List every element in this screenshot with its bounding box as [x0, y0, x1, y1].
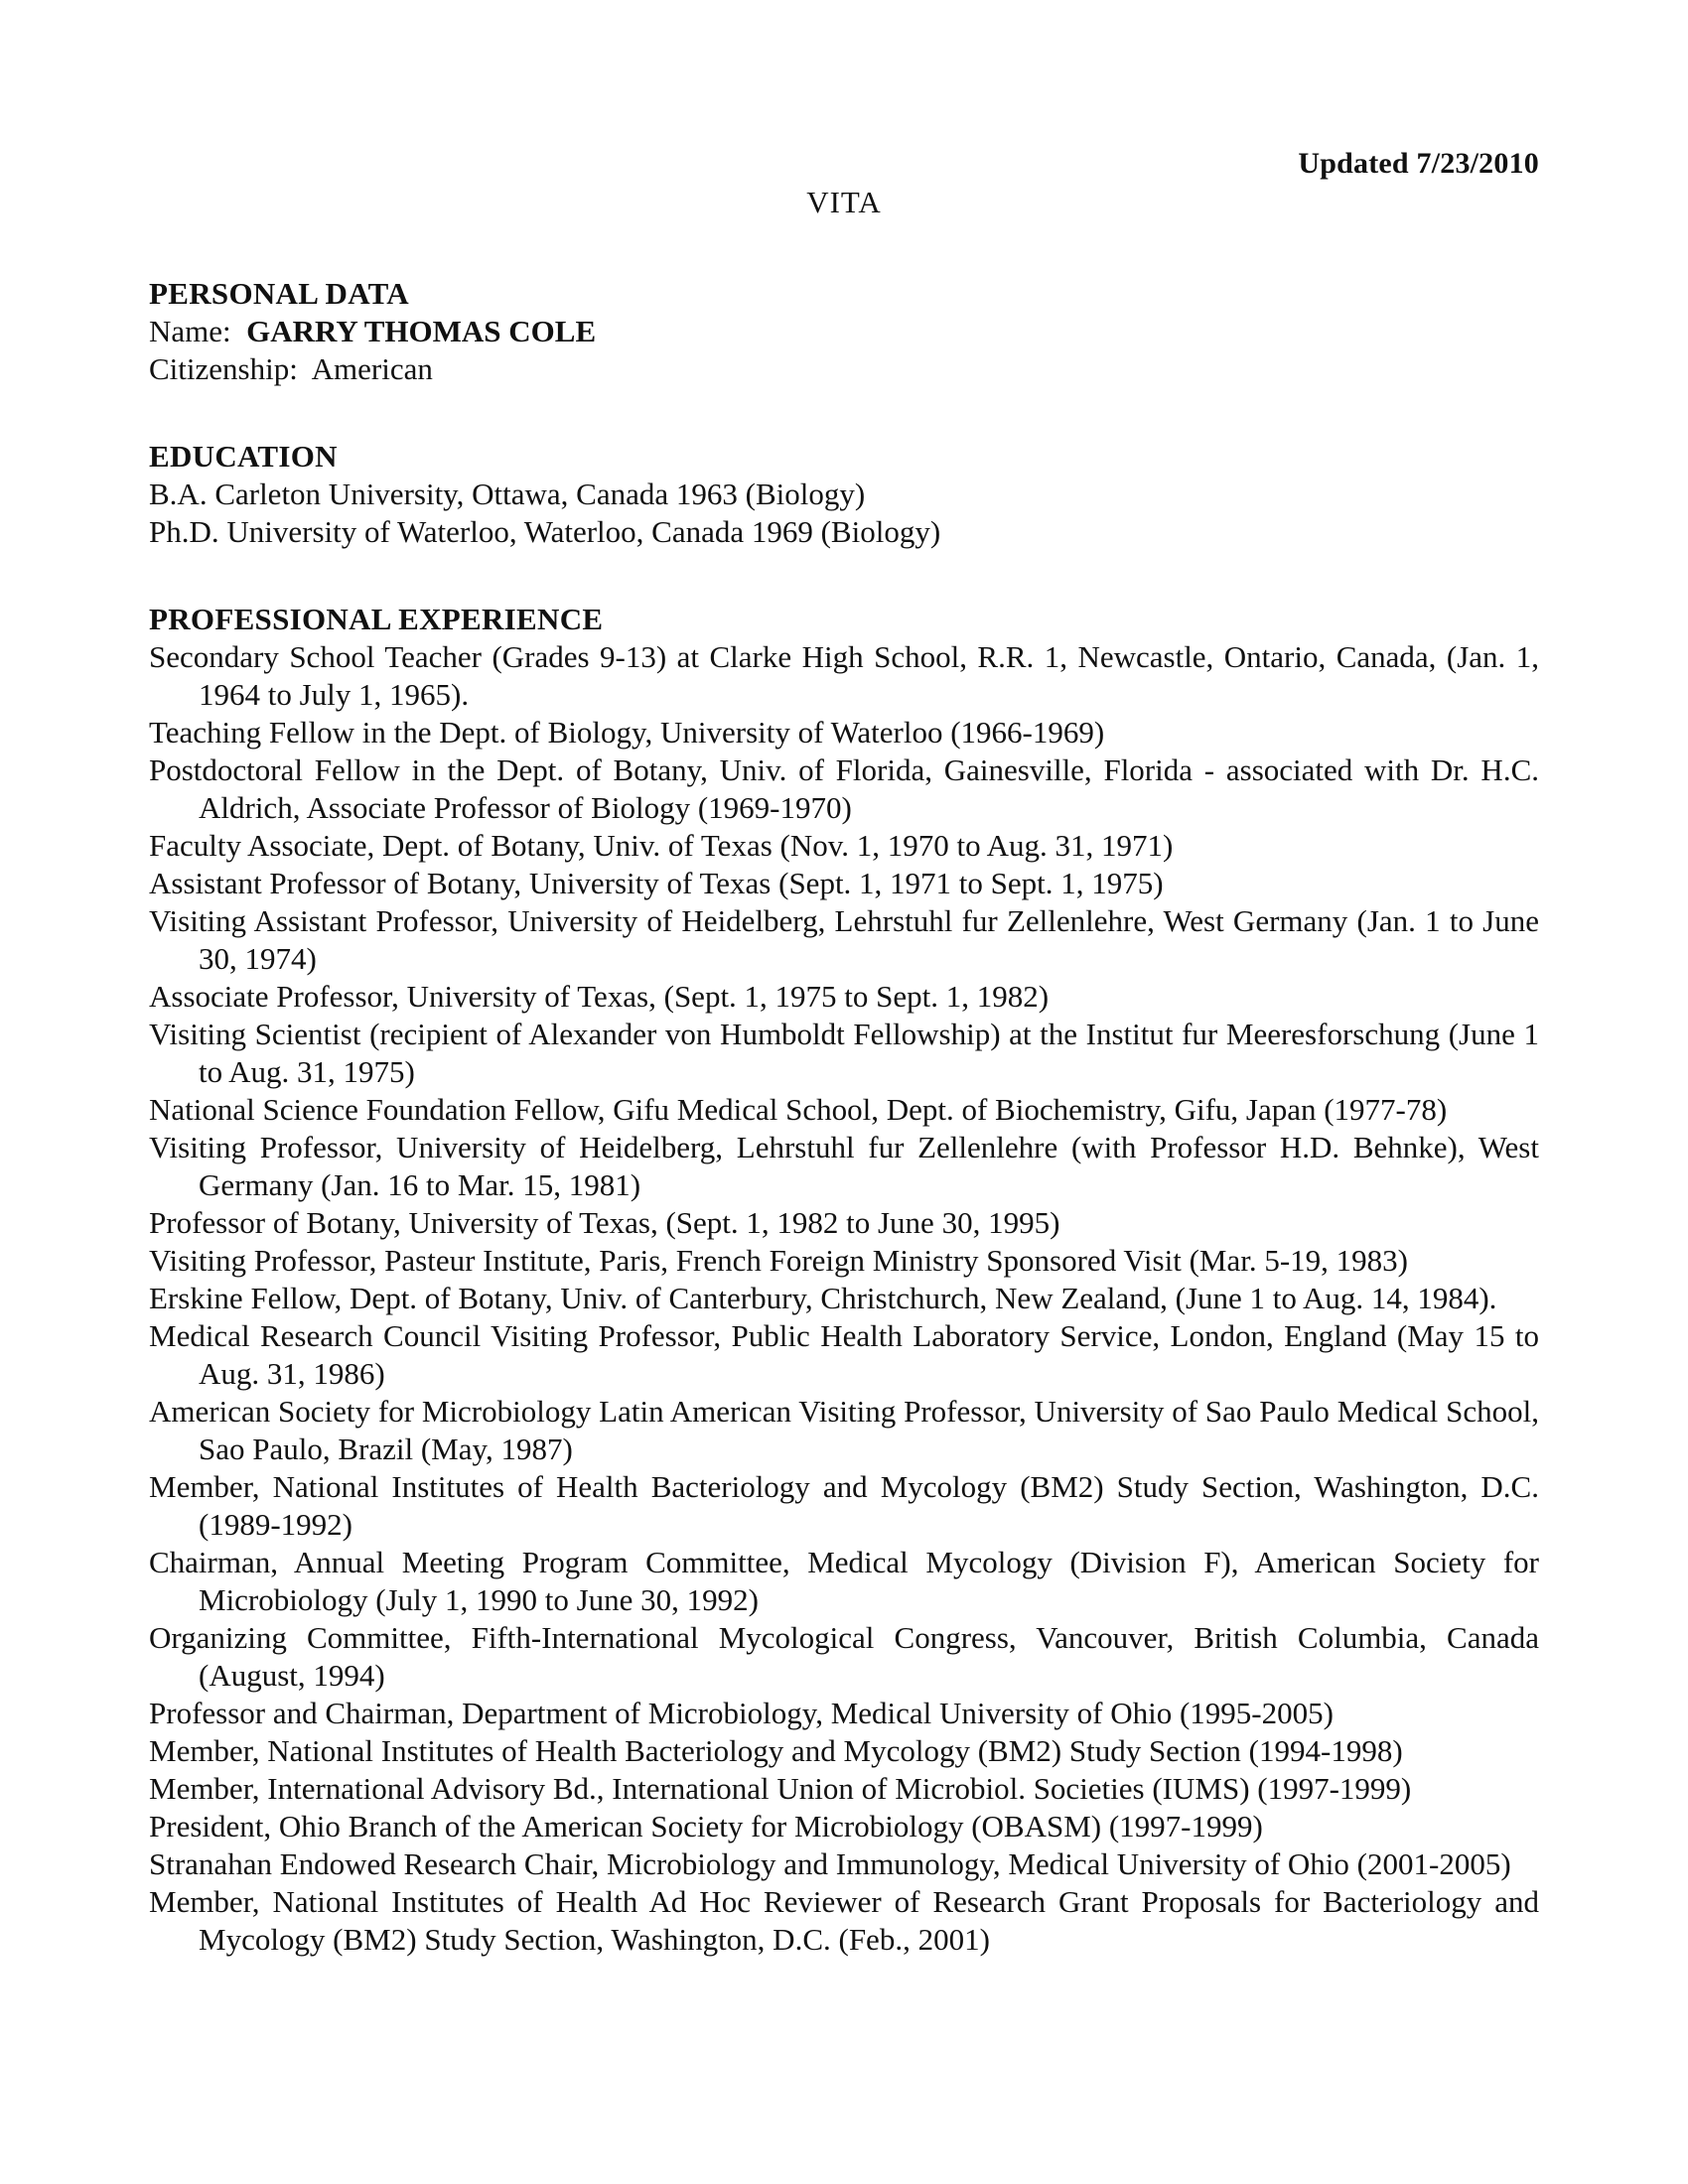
experience-item: Member, International Advisory Bd., International Union of Microbiol. Societies (IUMS) (1997-1999) — [149, 1771, 1412, 1806]
experience-item: Visiting Scientist (recipient of Alexander von Humboldt Fellowship) at the Institut fur Meeresforschung (June 1 to Aug. 31, 1975) — [149, 1017, 1539, 1089]
experience-item: Member, National Institutes of Health Ad Hoc Reviewer of Research Grant Proposals for Bacteriology and Mycology (BM2) Study Section, Washington, D.C. (Feb., 2001) — [149, 1884, 1539, 1957]
experience-item: Member, National Institutes of Health Bacteriology and Mycology (BM2) Study Section (1994-1998) — [149, 1733, 1403, 1768]
education-section — [149, 438, 1539, 551]
name-label: Name: — [149, 314, 231, 348]
updated-date: Updated 7/23/2010 — [1298, 147, 1539, 180]
experience-item: Professor of Botany, University of Texas, (Sept. 1, 1982 to June 30, 1995) — [149, 1205, 1060, 1240]
experience-item: Faculty Associate, Dept. of Botany, Univ. of Texas (Nov. 1, 1970 to Aug. 31, 1971) — [149, 828, 1174, 863]
experience-item: Assistant Professor of Botany, University of Texas (Sept. 1, 1971 to Sept. 1, 1975) — [149, 866, 1164, 900]
education-heading: EDUCATION — [149, 439, 338, 474]
experience-item: Visiting Assistant Professor, University of Heidelberg, Lehrstuhl fur Zellenlehre, West Germany (Jan. 1 to June 30, 1974) — [149, 903, 1539, 976]
experience-item: Visiting Professor, Pasteur Institute, Paris, French Foreign Ministry Sponsored Visit (Mar. 5-19, 1983) — [149, 1243, 1408, 1278]
education-item: Ph.D. University of Waterloo, Waterloo, Canada 1969 (Biology) — [149, 514, 941, 549]
education-item: B.A. Carleton University, Ottawa, Canada 1963 (Biology) — [149, 477, 866, 511]
vita-body — [149, 275, 1539, 1959]
experience-item: Visiting Professor, University of Heidelberg, Lehrstuhl fur Zellenlehre (with Professor H.D. Behnke), West Germany (Jan. 16 to Mar. 15, 1981) — [149, 1130, 1539, 1202]
experience-item: Postdoctoral Fellow in the Dept. of Botany, Univ. of Florida, Gainesville, Florida - associated with Dr. H.C. Aldrich, Associate Professor of Biology (1969-1970) — [149, 752, 1539, 825]
citizenship-label: Citizenship: — [149, 351, 298, 386]
experience-item: American Society for Microbiology Latin American Visiting Professor, University of Sao Paulo Medical School, Sao Paulo, Brazil (May, 1987) — [149, 1394, 1539, 1466]
name-line — [149, 313, 1539, 350]
experience-item: Organizing Committee, Fifth-International Mycological Congress, Vancouver, British Columbia, Canada (August, 1994) — [149, 1620, 1539, 1693]
citizenship-line — [149, 350, 1539, 388]
citizenship-value: American — [311, 351, 433, 386]
experience-item: Member, National Institutes of Health Bacteriology and Mycology (BM2) Study Section, Washington, D.C. (1989-1992) — [149, 1469, 1539, 1542]
experience-heading: PROFESSIONAL EXPERIENCE — [149, 602, 604, 636]
personal-data-heading: PERSONAL DATA — [149, 276, 409, 311]
experience-item: National Science Foundation Fellow, Gifu Medical School, Dept. of Biochemistry, Gifu, Japan (1977-78) — [149, 1092, 1448, 1127]
experience-item: Stranahan Endowed Research Chair, Microbiology and Immunology, Medical University of Ohio (2001-2005) — [149, 1846, 1511, 1881]
experience-item: Teaching Fellow in the Dept. of Biology, University of Waterloo (1966-1969) — [149, 715, 1105, 750]
personal-data-section — [149, 275, 1539, 388]
experience-item: Chairman, Annual Meeting Program Committee, Medical Mycology (Division F), American Society for Microbiology (July 1, 1990 to June 30, 1992) — [149, 1545, 1539, 1617]
experience-item: Medical Research Council Visiting Professor, Public Health Laboratory Service, London, England (May 15 to Aug. 31, 1986) — [149, 1318, 1539, 1391]
person-name: GARRY THOMAS COLE — [246, 314, 597, 348]
experience-item: Erskine Fellow, Dept. of Botany, Univ. of Canterbury, Christchurch, New Zealand, (June 1 to Aug. 14, 1984). — [149, 1281, 1497, 1315]
experience-section — [149, 601, 1539, 1959]
page-title: VITA — [806, 185, 882, 219]
experience-item: President, Ohio Branch of the American Society for Microbiology (OBASM) (1997-1999) — [149, 1809, 1263, 1843]
experience-item: Associate Professor, University of Texas, (Sept. 1, 1975 to Sept. 1, 1982) — [149, 979, 1050, 1014]
experience-item: Professor and Chairman, Department of Microbiology, Medical University of Ohio (1995-2005) — [149, 1696, 1334, 1730]
experience-item: Secondary School Teacher (Grades 9-13) at Clarke High School, R.R. 1, Newcastle, Ontario, Canada, (Jan. 1, 1964 to July 1, 1965). — [149, 639, 1539, 712]
